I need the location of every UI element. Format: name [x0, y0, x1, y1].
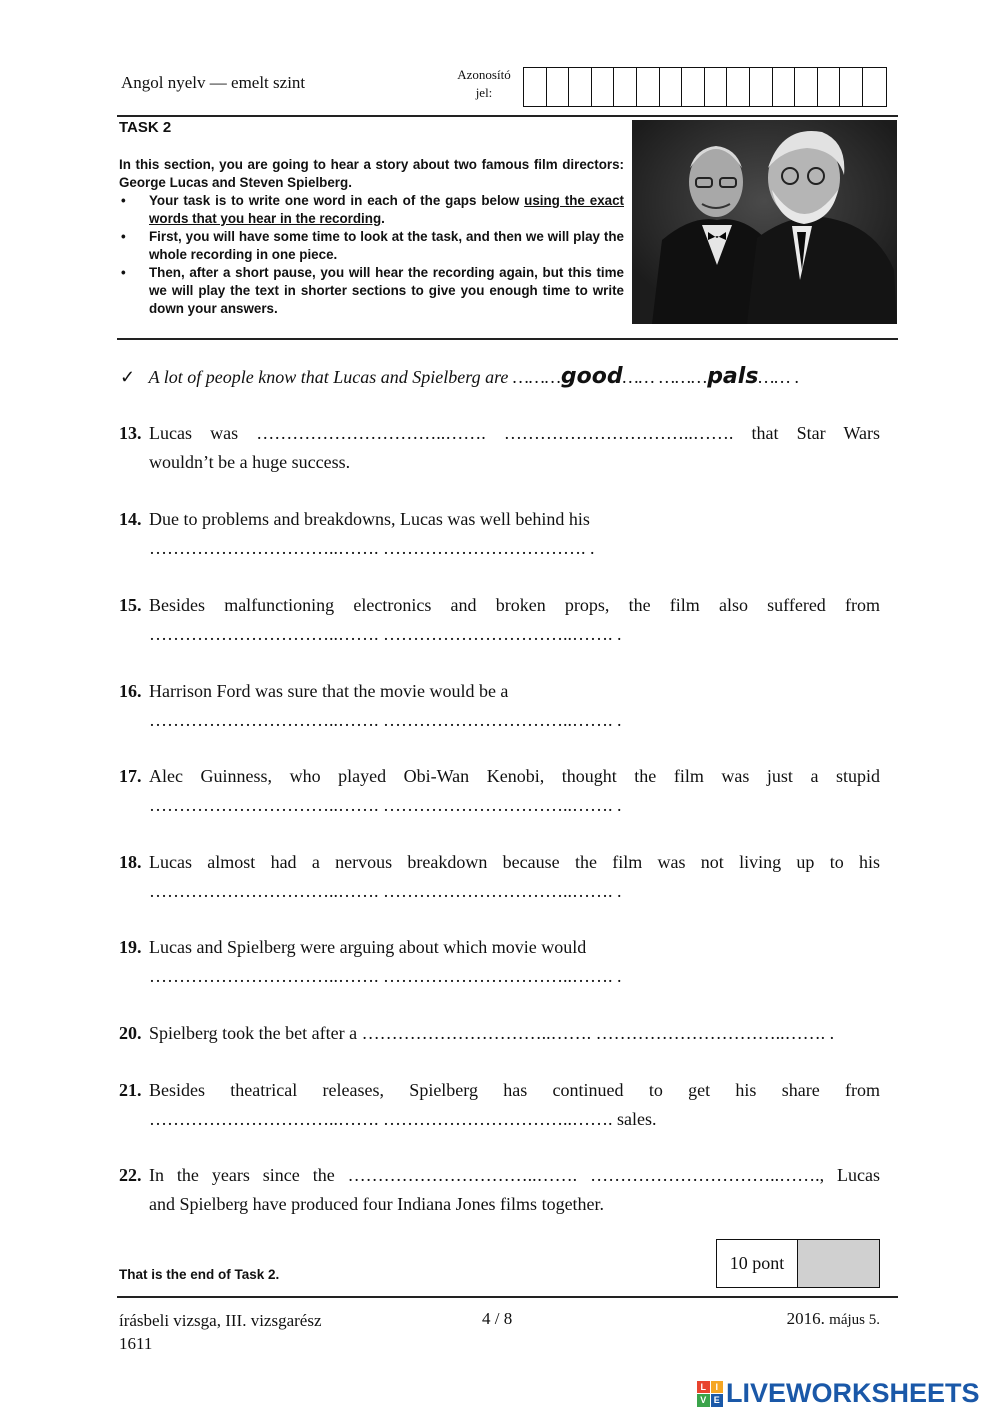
- logo-letter: I: [711, 1381, 724, 1394]
- answer-gaps[interactable]: …………………………..……. …………………………..……. sales.: [149, 1109, 657, 1129]
- question-text[interactable]: In the years since the …………………………..……. …………………………..……., Lucas: [149, 1165, 880, 1185]
- id-box[interactable]: [818, 68, 841, 106]
- footer-exam-part: írásbeli vizsga, III. vizsgarész: [119, 1311, 322, 1330]
- question-number: 18.: [119, 852, 142, 872]
- logo-letter: V: [697, 1394, 710, 1407]
- id-box[interactable]: [547, 68, 570, 106]
- question-number: 20.: [119, 1023, 142, 1043]
- question-14: [119, 505, 880, 563]
- id-box[interactable]: [727, 68, 750, 106]
- logo-letter: L: [697, 1381, 710, 1394]
- footer-exam-info: [119, 1309, 322, 1355]
- id-box[interactable]: [750, 68, 773, 106]
- question-text: Lucas almost had a nervous breakdown because the film was not living up to his: [149, 852, 880, 872]
- id-box[interactable]: [795, 68, 818, 106]
- question-number: 14.: [119, 509, 142, 529]
- instruction-item: • Your task is to write one word in each of the gaps below using the exact words that you hear in the recording.: [119, 192, 624, 228]
- question-13: [119, 419, 880, 477]
- score-box: [716, 1239, 880, 1288]
- id-box[interactable]: [773, 68, 796, 106]
- question-text: Besides malfunctioning electronics and broken props, the film also suffered from: [149, 595, 880, 615]
- question-16: [119, 677, 880, 735]
- id-box[interactable]: [569, 68, 592, 106]
- id-box[interactable]: [682, 68, 705, 106]
- question-text: Alec Guinness, who played Obi-Wan Kenobi, thought the film was just a stupid: [149, 766, 880, 786]
- header-subject: Angol nyelv — emelt szint: [121, 73, 306, 92]
- id-box[interactable]: [660, 68, 683, 106]
- watermark-text: LIVEWORKSHEETS: [726, 1378, 980, 1408]
- question-text-continued: wouldn’t be a huge success.: [149, 452, 351, 472]
- question-18: [119, 848, 880, 906]
- answer-gaps[interactable]: …………………………..……. …………………………..……. .: [149, 624, 622, 644]
- id-boxes[interactable]: [523, 67, 887, 107]
- id-box[interactable]: [524, 68, 547, 106]
- question-number: 19.: [119, 937, 142, 957]
- id-box[interactable]: [863, 68, 886, 106]
- question-15: [119, 591, 880, 649]
- question-text: Besides theatrical releases, Spielberg has continued to get his share from: [149, 1080, 880, 1100]
- header-divider: [117, 115, 898, 117]
- question-22: [119, 1161, 880, 1219]
- task-instructions: [119, 192, 624, 318]
- footer-exam-code: 1611: [119, 1334, 153, 1353]
- id-box[interactable]: [614, 68, 637, 106]
- question-text-continued: and Spielberg have produced four Indiana Jones films together.: [149, 1194, 605, 1214]
- instruction-emphasis: using the exact words that you hear in the recording: [149, 193, 624, 226]
- answer-gaps[interactable]: …………………………..……. …………………………..……. .: [149, 795, 622, 815]
- question-text: Harrison Ford was sure that the movie would be a: [149, 681, 509, 701]
- example-answer-1: good: [560, 364, 623, 389]
- instruction-item: • First, you will have some time to look at the task, and then we will play the whole recording in one piece.: [119, 228, 624, 264]
- score-field[interactable]: [798, 1240, 879, 1287]
- task-title: TASK 2: [119, 119, 172, 136]
- task-intro: In this section, you are going to hear a story about two famous film directors: George Lucas and Steven Spielberg.: [119, 157, 624, 190]
- check-icon: ✓: [120, 367, 136, 387]
- page-number: 4 / 8: [482, 1309, 513, 1328]
- id-box[interactable]: [592, 68, 615, 106]
- score-label: 10 pont: [717, 1240, 798, 1287]
- question-number: 15.: [119, 595, 142, 615]
- question-text[interactable]: Lucas was …………………………..……. …………………………..……. that Star Wars: [149, 423, 880, 443]
- liveworksheets-watermark[interactable]: [697, 1378, 980, 1409]
- id-label: [445, 66, 523, 102]
- answer-gaps[interactable]: …………………………..……. ……………………………. .: [149, 538, 595, 558]
- question-number: 13.: [119, 423, 142, 443]
- id-box[interactable]: [705, 68, 728, 106]
- id-label-line2: jel:: [475, 85, 493, 100]
- example-sentence: ✓ A lot of people know that Lucas and Spielberg are ………good…… ………pals…… .: [120, 364, 800, 389]
- liveworksheets-logo-icon: [697, 1381, 723, 1407]
- question-text: Due to problems and breakdowns, Lucas was well behind his: [149, 509, 590, 529]
- exam-date: 2016. május 5.: [786, 1309, 880, 1328]
- id-box[interactable]: [840, 68, 863, 106]
- answer-gaps[interactable]: …………………………..……. …………………………..……. .: [149, 881, 622, 901]
- instruction-item: • Then, after a short pause, you will hear the recording again, but this time we will play the text in shorter sections to give you enough time to write down your answers.: [119, 264, 624, 318]
- id-box[interactable]: [637, 68, 660, 106]
- photo-illustration: [632, 120, 897, 324]
- question-19: [119, 933, 880, 991]
- answer-gaps[interactable]: …………………………..……. …………………………..……. .: [149, 710, 622, 730]
- question-number: 21.: [119, 1080, 142, 1100]
- directors-photo: [632, 120, 897, 324]
- task-divider: [117, 338, 898, 340]
- logo-letter: E: [711, 1394, 724, 1407]
- question-text: Lucas and Spielberg were arguing about which movie would: [149, 937, 587, 957]
- id-label-line1: Azonosító: [457, 67, 511, 82]
- question-number: 22.: [119, 1165, 142, 1185]
- question-20: [119, 1019, 880, 1048]
- example-answer-2: pals: [707, 364, 759, 389]
- footer-divider: [117, 1296, 898, 1298]
- question-text[interactable]: Spielberg took the bet after a …………………………..……. …………………………..……. .: [149, 1023, 835, 1043]
- question-21: [119, 1076, 880, 1134]
- answer-gaps[interactable]: …………………………..……. …………………………..……. .: [149, 966, 622, 986]
- question-number: 16.: [119, 681, 142, 701]
- end-of-task-text: That is the end of Task 2.: [119, 1267, 280, 1282]
- question-number: 17.: [119, 766, 142, 786]
- question-17: [119, 762, 880, 820]
